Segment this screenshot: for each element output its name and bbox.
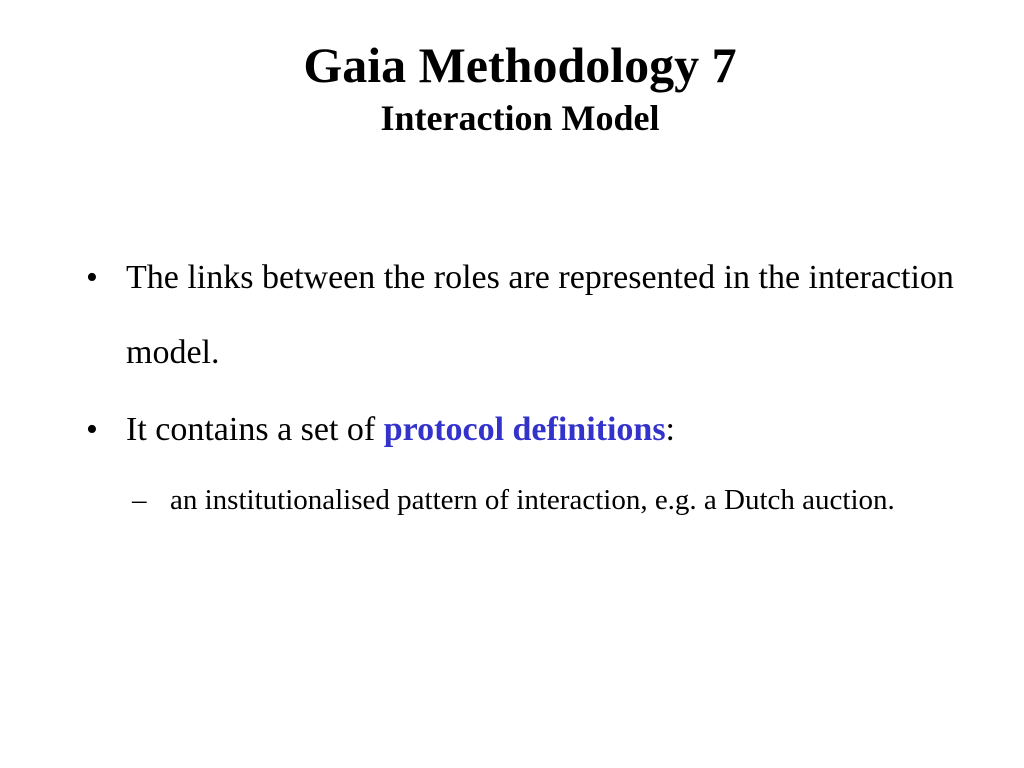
bullet-text-before: It contains a set of <box>126 411 384 448</box>
bullet-text: The links between the roles are represented in the interaction model. <box>126 259 954 371</box>
bullet-marker: • <box>86 411 98 448</box>
sub-bullet-item <box>132 465 930 535</box>
highlighted-term: protocol definitions <box>383 411 666 448</box>
bullet-text-after: : <box>665 411 675 448</box>
sub-bullet-marker: – <box>132 484 147 516</box>
bullet-item-links <box>86 240 966 390</box>
sub-bullet-text: an institutionalised pattern of interaction, e.g. a Dutch auction. <box>170 484 895 516</box>
slide-title-block <box>0 34 1024 140</box>
bullet-item-protocols <box>86 392 966 467</box>
slide-title: Gaia Methodology 7 <box>303 37 737 93</box>
slide-subtitle: Interaction Model <box>380 98 660 138</box>
slide-content <box>86 240 966 535</box>
bullet-marker: • <box>86 259 98 296</box>
